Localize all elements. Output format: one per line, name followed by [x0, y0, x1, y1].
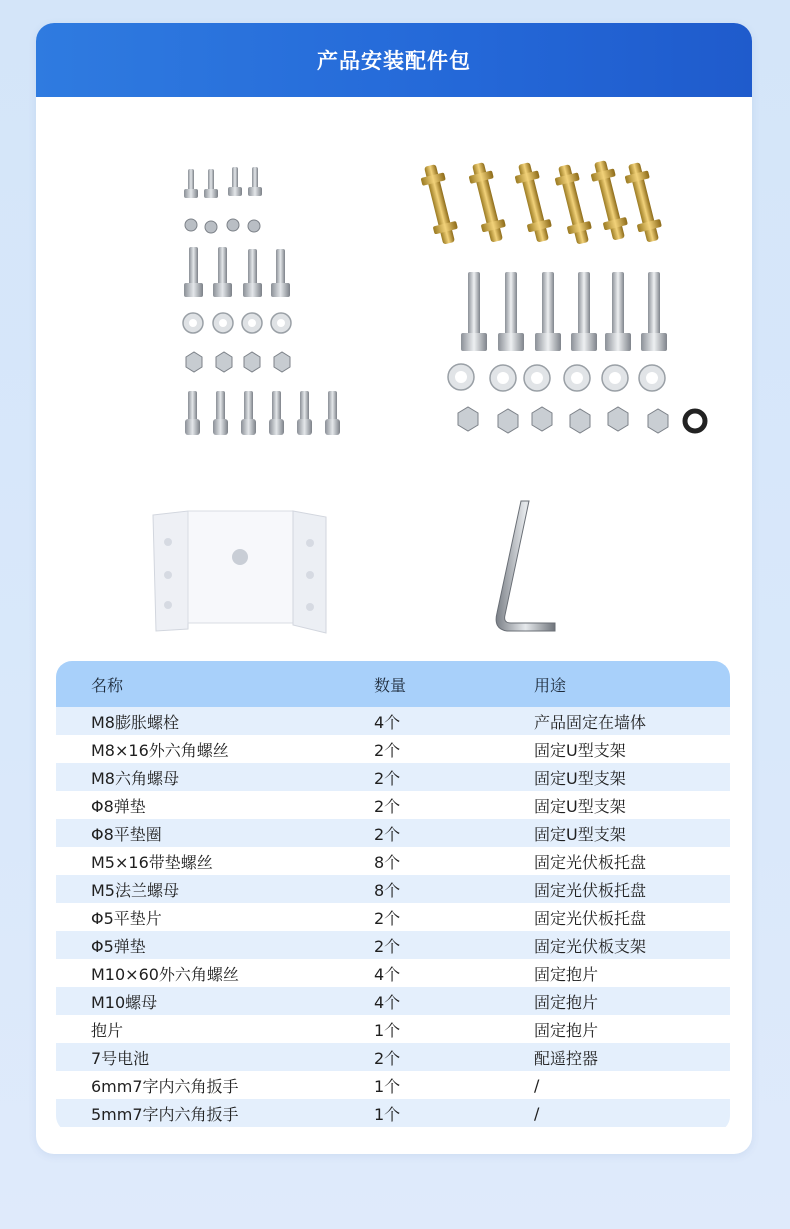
accessory-table	[56, 661, 730, 1132]
cell-qty: 4个	[374, 964, 401, 984]
cell-use: 固定光伏板托盘	[534, 852, 647, 872]
table-row	[56, 875, 730, 903]
cell-name: 5mm7字内六角扳手	[91, 1104, 239, 1124]
cell-name: Φ8平垫圈	[91, 824, 162, 844]
table-row	[56, 735, 730, 763]
cell-use: 固定U型支架	[534, 796, 626, 816]
table-row	[56, 707, 730, 735]
table-header	[56, 661, 730, 707]
table-row	[56, 931, 730, 959]
header-use: 用途	[534, 675, 567, 695]
cell-name: M8×16外六角螺丝	[91, 740, 229, 760]
table-body	[56, 707, 730, 1127]
cell-use: 产品固定在墙体	[534, 712, 647, 732]
large-hardware-photo	[406, 157, 716, 447]
card-header	[36, 23, 752, 97]
cell-name: M10×60外六角螺丝	[91, 964, 239, 984]
cell-qty: 2个	[374, 936, 401, 956]
accessory-card	[36, 23, 752, 1154]
table-row	[56, 987, 730, 1015]
cell-qty: 8个	[374, 880, 401, 900]
product-photos	[36, 97, 752, 657]
table-row	[56, 903, 730, 931]
table-row	[56, 1015, 730, 1043]
cell-use: /	[534, 1103, 540, 1123]
table-row	[56, 1071, 730, 1099]
header-qty: 数量	[374, 675, 407, 695]
cell-use: 固定光伏板托盘	[534, 908, 647, 928]
cell-qty: 4个	[374, 712, 401, 732]
cell-qty: 2个	[374, 796, 401, 816]
cell-name: 抱片	[91, 1020, 124, 1040]
cell-qty: 2个	[374, 908, 401, 928]
table-row	[56, 763, 730, 791]
cell-use: 固定抱片	[534, 1020, 599, 1040]
cell-qty: 1个	[374, 1020, 401, 1040]
table-row	[56, 847, 730, 875]
table-row	[56, 1043, 730, 1071]
cell-use: 固定光伏板支架	[534, 936, 647, 956]
cell-name: M5法兰螺母	[91, 880, 179, 900]
cell-use: /	[534, 1075, 540, 1095]
table-row	[56, 959, 730, 987]
header-name: 名称	[91, 675, 124, 695]
cell-name: 6mm7字内六角扳手	[91, 1076, 239, 1096]
table-row	[56, 791, 730, 819]
cell-name: Φ8弹垫	[91, 796, 146, 816]
hex-key-photo	[491, 497, 561, 637]
cell-qty: 2个	[374, 1048, 401, 1068]
small-hardware-photo	[176, 157, 366, 457]
cell-use: 固定U型支架	[534, 768, 626, 788]
cell-use: 固定光伏板托盘	[534, 880, 647, 900]
page-title: 产品安装配件包	[317, 49, 471, 73]
cell-use: 固定抱片	[534, 992, 599, 1012]
cell-use: 固定U型支架	[534, 824, 626, 844]
table-row	[56, 1099, 730, 1127]
cell-qty: 1个	[374, 1076, 401, 1096]
u-bracket-photo	[148, 507, 333, 637]
cell-qty: 2个	[374, 824, 401, 844]
cell-name: 7号电池	[91, 1048, 150, 1068]
cell-qty: 8个	[374, 852, 401, 872]
cell-name: M8膨胀螺栓	[91, 712, 179, 732]
cell-use: 固定抱片	[534, 964, 599, 984]
cell-use: 配遥控器	[534, 1048, 599, 1068]
table-row	[56, 819, 730, 847]
cell-name: M5×16带垫螺丝	[91, 852, 213, 872]
cell-name: M10螺母	[91, 992, 158, 1012]
cell-qty: 4个	[374, 992, 401, 1012]
cell-qty: 2个	[374, 768, 401, 788]
cell-qty: 2个	[374, 740, 401, 760]
cell-use: 固定U型支架	[534, 740, 626, 760]
cell-name: Φ5平垫片	[91, 908, 162, 928]
cell-name: M8六角螺母	[91, 768, 179, 788]
cell-name: Φ5弹垫	[91, 936, 146, 956]
cell-qty: 1个	[374, 1104, 401, 1124]
